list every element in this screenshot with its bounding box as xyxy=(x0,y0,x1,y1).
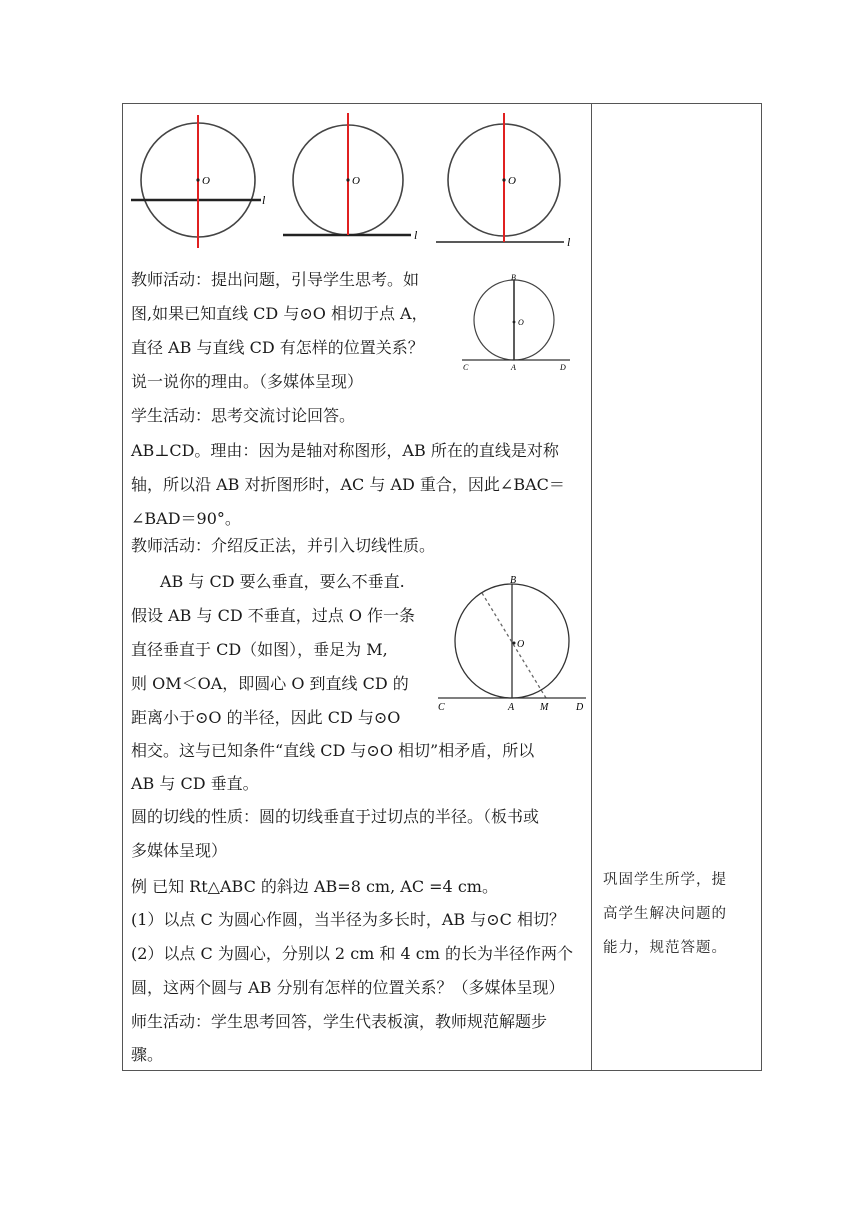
svg-text:O: O xyxy=(202,175,210,187)
text-line: AB 与 CD 垂直。 xyxy=(131,774,259,793)
tangent-figure xyxy=(458,272,578,374)
circle-line-figures xyxy=(128,110,588,250)
text-line: 骤。 xyxy=(131,1045,164,1064)
text-line: 直径垂直于 CD（如图），垂足为 M, xyxy=(131,640,388,659)
svg-text:l: l xyxy=(262,193,266,207)
design-intent-line: 高学生解决问题的 xyxy=(603,906,727,922)
svg-text:B: B xyxy=(510,575,517,586)
text-line: 图,如果已知直线 CD 与⊙O 相切于点 A， xyxy=(131,304,428,323)
svg-text:O: O xyxy=(508,175,516,187)
svg-text:M: M xyxy=(540,702,549,713)
text-line: 轴，所以沿 AB 对折图形时，AC 与 AD 重合，因此∠BAC＝ xyxy=(131,475,565,494)
svg-text:l: l xyxy=(567,235,571,249)
tangent-property: 圆的切线的性质：圆的切线垂直于过切点的半径。（板书或 xyxy=(131,807,540,826)
text-line: 距离小于⊙O 的半径，因此 CD 与⊙O xyxy=(131,708,401,727)
svg-text:D: D xyxy=(560,363,566,372)
teacher-activity: 教师活动：介绍反正法，并引入切线性质。 xyxy=(131,536,436,555)
text-line: 圆，这两个圆与 AB 分别有怎样的位置关系？（多媒体呈现） xyxy=(131,978,565,997)
text-line: 说一说你的理由。（多媒体呈现） xyxy=(131,372,364,391)
question-2: (2）以点 C 为圆心，分别以 2 cm 和 4 cm 的长为半径作两个 xyxy=(131,944,573,963)
svg-text:l: l xyxy=(414,228,418,242)
text-line: 则 OM＜OA，即圆心 O 到直线 CD 的 xyxy=(131,674,409,693)
text-line: 相交。这与已知条件“直线 CD 与⊙O 相切”相矛盾，所以 xyxy=(131,741,535,760)
svg-text:O: O xyxy=(352,175,360,187)
teacher-student-activity: 师生活动：学生思考回答，学生代表板演，教师规范解题步 xyxy=(131,1012,548,1031)
svg-text:A: A xyxy=(511,363,516,372)
proof-figure xyxy=(434,573,590,713)
text-line: 假设 AB 与 CD 不垂直，过点 O 作一条 xyxy=(131,606,416,625)
question-1: (1）以点 C 为圆心作圆，当半径为多长时，AB 与⊙C 相切？ xyxy=(131,910,565,929)
example-title: 例 已知 Rt△ABC 的斜边 AB=8 cm, AC =4 cm。 xyxy=(131,877,498,896)
svg-text:D: D xyxy=(576,702,584,713)
text-line: ∠BAD＝90°。 xyxy=(131,509,241,528)
text-line: 教师活动：提出问题，引导学生思考。如 xyxy=(131,270,420,289)
text-line: 直径 AB 与直线 CD 有怎样的位置关系？ xyxy=(131,338,424,357)
text-line: AB 与 CD 要么垂直，要么不垂直. xyxy=(160,572,405,591)
figure-secant xyxy=(131,115,266,248)
svg-text:C: C xyxy=(438,702,445,713)
design-intent-line: 巩固学生所学，提 xyxy=(603,872,727,888)
svg-text:B: B xyxy=(511,273,516,282)
svg-text:O: O xyxy=(517,639,525,650)
intent-cell xyxy=(592,103,762,1071)
student-activity: 学生活动：思考交流讨论回答。 xyxy=(131,406,356,425)
figure-separate xyxy=(436,113,571,249)
design-intent-line: 能力，规范答题。 xyxy=(603,940,727,956)
text-line: AB⊥CD。理由：因为是轴对称图形，AB 所在的直线是对称 xyxy=(131,441,559,460)
text-line: 多媒体呈现） xyxy=(131,841,228,860)
svg-text:A: A xyxy=(508,702,515,713)
svg-text:O: O xyxy=(518,318,524,327)
figure-tangent xyxy=(283,113,418,242)
svg-text:C: C xyxy=(463,363,469,372)
